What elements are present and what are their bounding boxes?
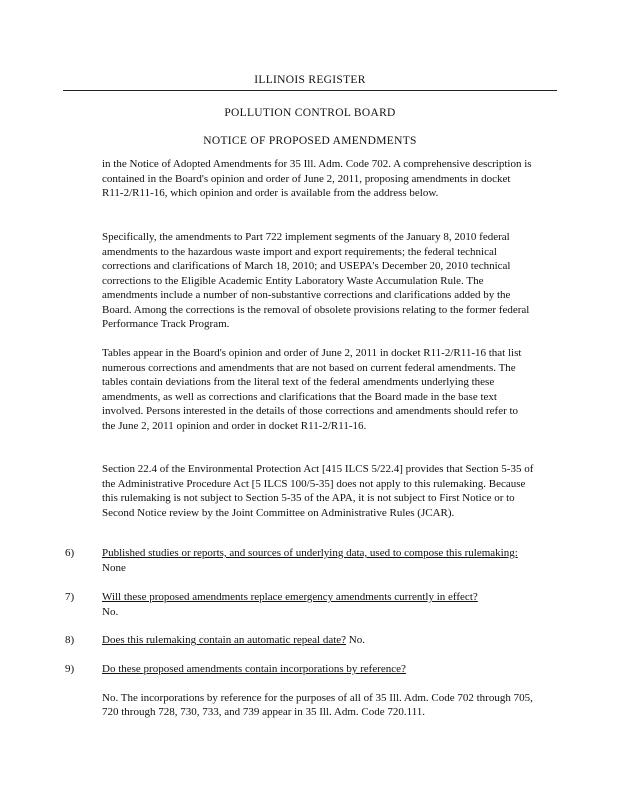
- item-number: 8): [65, 634, 75, 646]
- agency-title: POLLUTION CONTROL BOARD: [224, 107, 396, 119]
- item-text: [102, 662, 535, 720]
- header-rule: [63, 90, 557, 91]
- item-number: 7): [65, 591, 75, 603]
- paragraph-specifically: Specifically, the amendments to Part 722 implement segments of the January 8, 2010 federal amendments to the hazardous waste import and export requirements; the federal technical corrections and clarifications of March 18, 2010; and USEPA's December 20, 2010 technical corrections to the Eligible Academic Entity Laboratory Waste Accumulation Rule. The amendments include a number of non-substantive corrections and clarifications added by the Board. Among the corrections is the removal of obsolete provisions relating to the former federal Performance Track Program.: [102, 231, 530, 330]
- item-question: Do these proposed amendments contain incorporations by reference?: [102, 663, 406, 675]
- register-header: ILLINOIS REGISTER: [254, 74, 366, 86]
- item-number: 9): [65, 663, 75, 675]
- item-answer: No.: [102, 605, 119, 618]
- item-number: 6): [65, 547, 75, 559]
- paragraph-continued-description: in the Notice of Adopted Amendments for 35 Ill. Adm. Code 702. A comprehensive description is contained in the Board's opinion and order of June 2, 2011, proposing amendments in docket R11-2/R11-16, which opinion and order is available from the address below.: [102, 158, 532, 199]
- item-question: Does this rulemaking contain an automatic repeal date?: [102, 634, 347, 646]
- item-text: [102, 546, 535, 575]
- item-text: [102, 633, 535, 648]
- item-answer: No. The incorporations by reference for the purposes of all of 35 Ill. Adm. Code 702 through 705, 720 through 728, 730, 733, and 739 appear in 35 Ill. Adm. Code 720.111.: [102, 691, 533, 718]
- item-answer: No.: [346, 634, 365, 646]
- paragraph-section-22-4: Section 22.4 of the Environmental Protection Act [415 ILCS 5/22.4] provides that Section 5-35 of the Administrative Procedure Act [5 ILCS 100/5-35] does not apply to this rulemaking. Because this rulemaking is not subject to Section 5-35 of the APA, it is not subject to First Notice or to Second Notice review by the Joint Committee on Administrative Rules (JCAR).: [102, 463, 534, 519]
- notice-title: NOTICE OF PROPOSED AMENDMENTS: [203, 135, 417, 147]
- item-question: Will these proposed amendments replace emergency amendments currently in effect?: [102, 591, 478, 603]
- item-answer: None: [102, 561, 126, 574]
- item-question: Published studies or reports, and sources of underlying data, used to compose this rulemaking:: [102, 547, 518, 559]
- item-text: [102, 590, 535, 619]
- paragraph-tables: Tables appear in the Board's opinion and order of June 2, 2011 in docket R11-2/R11-16 that list numerous corrections and amendments that are not based on current federal amendments. The tables contain deviations from the literal text of the federal amendments underlying these amendments, as well as corrections and clarifications that the Board made in the base text involved. Persons interested in the details of those corrections and amendments should refer to the June 2, 2011 opinion and order in docket R11-2/R11-16.: [102, 347, 522, 432]
